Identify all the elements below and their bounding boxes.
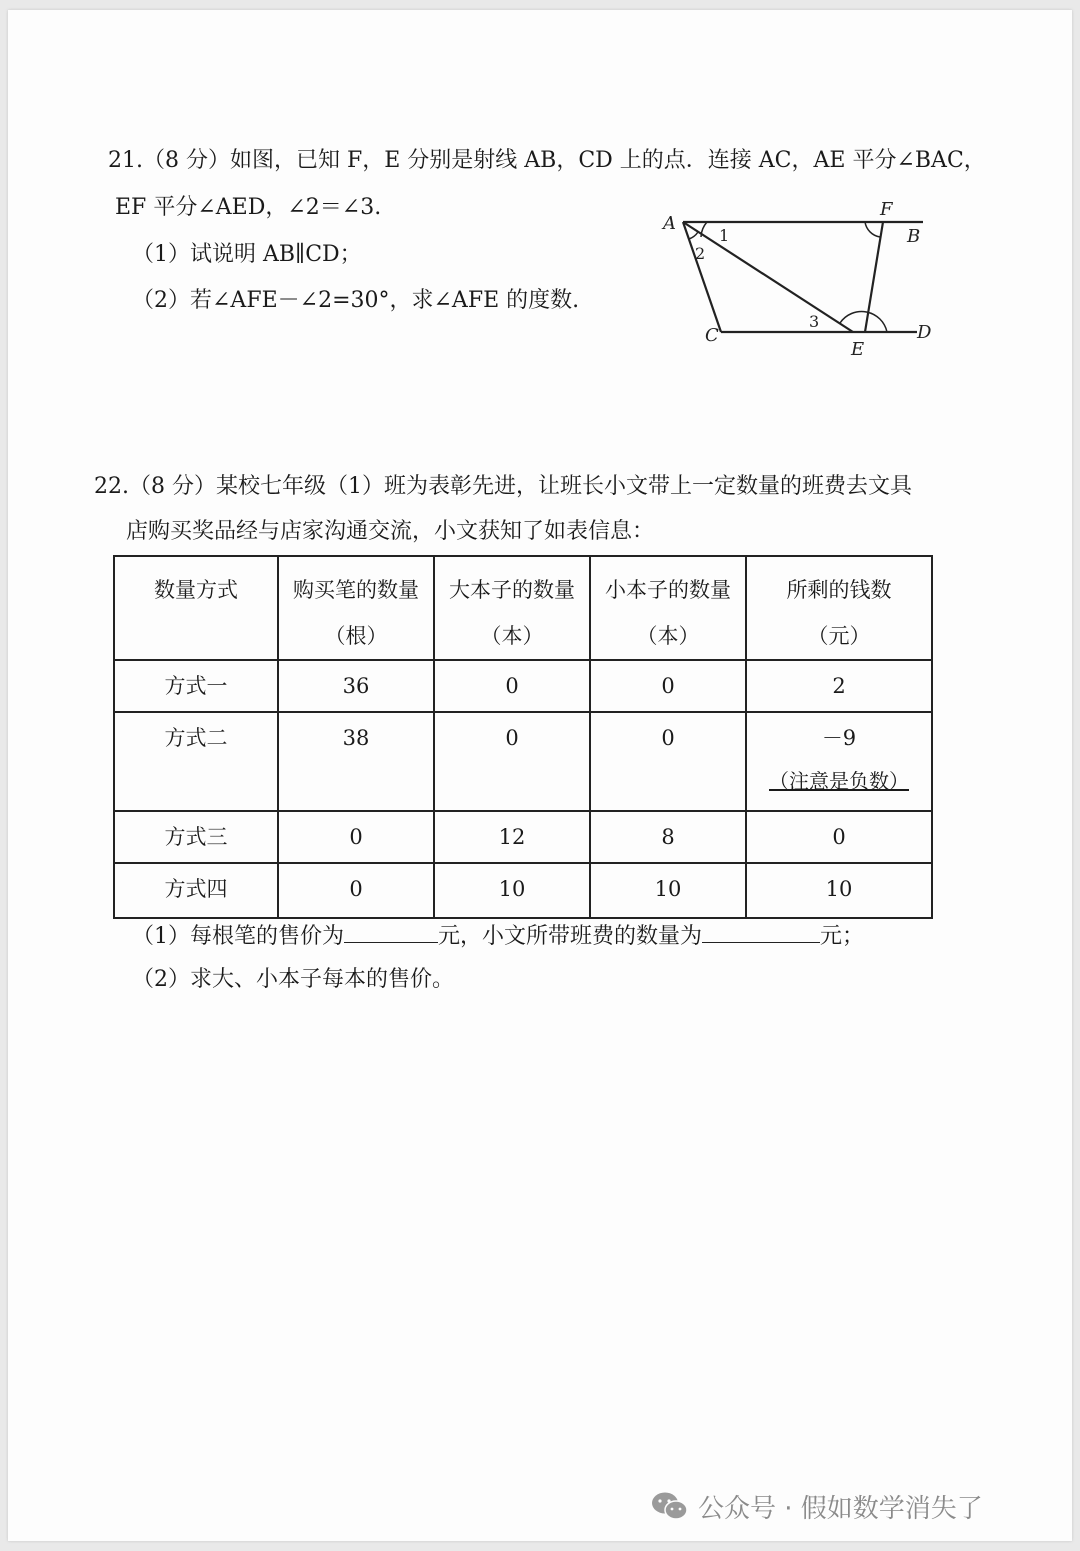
q22-part1-text-a: （1）每根笔的售价为: [132, 924, 344, 949]
label-a: A: [663, 213, 676, 234]
row-label: 方式一: [114, 660, 278, 712]
label-f: F: [880, 199, 893, 220]
cell-small: 10: [590, 863, 746, 918]
answer-blank-pen-price[interactable]: [344, 920, 438, 943]
info-table: [113, 555, 933, 919]
label-d: D: [917, 322, 932, 343]
cell-left: 0: [746, 811, 932, 863]
cell-small: 8: [590, 811, 746, 863]
table-row: [114, 811, 932, 863]
q21-part1: （1）试说明 AB∥CD；: [132, 242, 362, 267]
cell-left-value: －9: [821, 726, 857, 750]
segment-fe: [865, 222, 883, 332]
cell-left-note: （注意是负数）: [769, 769, 909, 793]
cell-pens: 0: [278, 811, 434, 863]
q22-part1-text-c: 元；: [820, 924, 865, 949]
cell-left: 10: [746, 863, 932, 918]
header-pens: 购买笔的数量 （根）: [278, 556, 434, 660]
table-row: [114, 660, 932, 712]
q22-part2: （2）求大、小本子每本的售价。: [132, 967, 454, 992]
q22-line1: 22.（8 分）某校七年级（1）班为表彰先进，让班长小文带上一定数量的班费去文具: [94, 474, 912, 499]
row-label: 方式二: [114, 712, 278, 811]
row-label: 方式三: [114, 811, 278, 863]
cell-big: 12: [434, 811, 590, 863]
geometry-figure: [655, 195, 945, 365]
label-c: C: [705, 325, 719, 346]
wechat-icon: [650, 1490, 690, 1529]
q22-part1-text-b: 元，小文所带班费的数量为: [438, 924, 703, 949]
row-label: 方式四: [114, 863, 278, 918]
cell-big: 10: [434, 863, 590, 918]
label-angle-2: 2: [695, 244, 706, 263]
cell-pens: 0: [278, 863, 434, 918]
segment-ac: [683, 222, 721, 332]
table-header-row: [114, 556, 932, 660]
cell-big: 0: [434, 712, 590, 811]
cell-pens: 36: [278, 660, 434, 712]
label-angle-3: 3: [809, 312, 820, 331]
header-method: 数量方式: [114, 556, 278, 660]
q22-part1: [132, 920, 864, 952]
q22-line2: 店购买奖品经与店家沟通交流，小文获知了如表信息：: [126, 519, 655, 544]
q21-line1: 21.（8 分）如图，已知 F，E 分别是射线 AB，CD 上的点．连接 AC，AE 平分∠BAC，: [108, 148, 986, 173]
header-big-notebooks: 大本子的数量 （本）: [434, 556, 590, 660]
label-b: B: [907, 226, 921, 247]
header-money-left: 所剩的钱数 （元）: [746, 556, 932, 660]
table-row: [114, 712, 932, 811]
table-row: [114, 863, 932, 918]
cell-left: 2: [746, 660, 932, 712]
header-small-notebooks: 小本子的数量 （本）: [590, 556, 746, 660]
cell-big: 0: [434, 660, 590, 712]
watermark-text: 公众号 · 假如数学消失了: [698, 1494, 983, 1524]
watermark: [650, 1488, 983, 1529]
q21-part2: （2）若∠AFE－∠2=30°，求∠AFE 的度数.: [132, 288, 580, 313]
segment-ae: [683, 222, 853, 332]
cell-small: 0: [590, 712, 746, 811]
cell-small: 0: [590, 660, 746, 712]
cell-left: [746, 712, 932, 811]
label-e: E: [851, 339, 865, 360]
label-angle-1: 1: [719, 226, 730, 245]
cell-pens: 38: [278, 712, 434, 811]
angle-arc-f: [865, 222, 880, 237]
q21-line2: EF 平分∠AED，∠2＝∠3.: [115, 195, 382, 220]
angle-arc-2: [689, 232, 698, 239]
answer-blank-total-money[interactable]: [702, 920, 820, 943]
